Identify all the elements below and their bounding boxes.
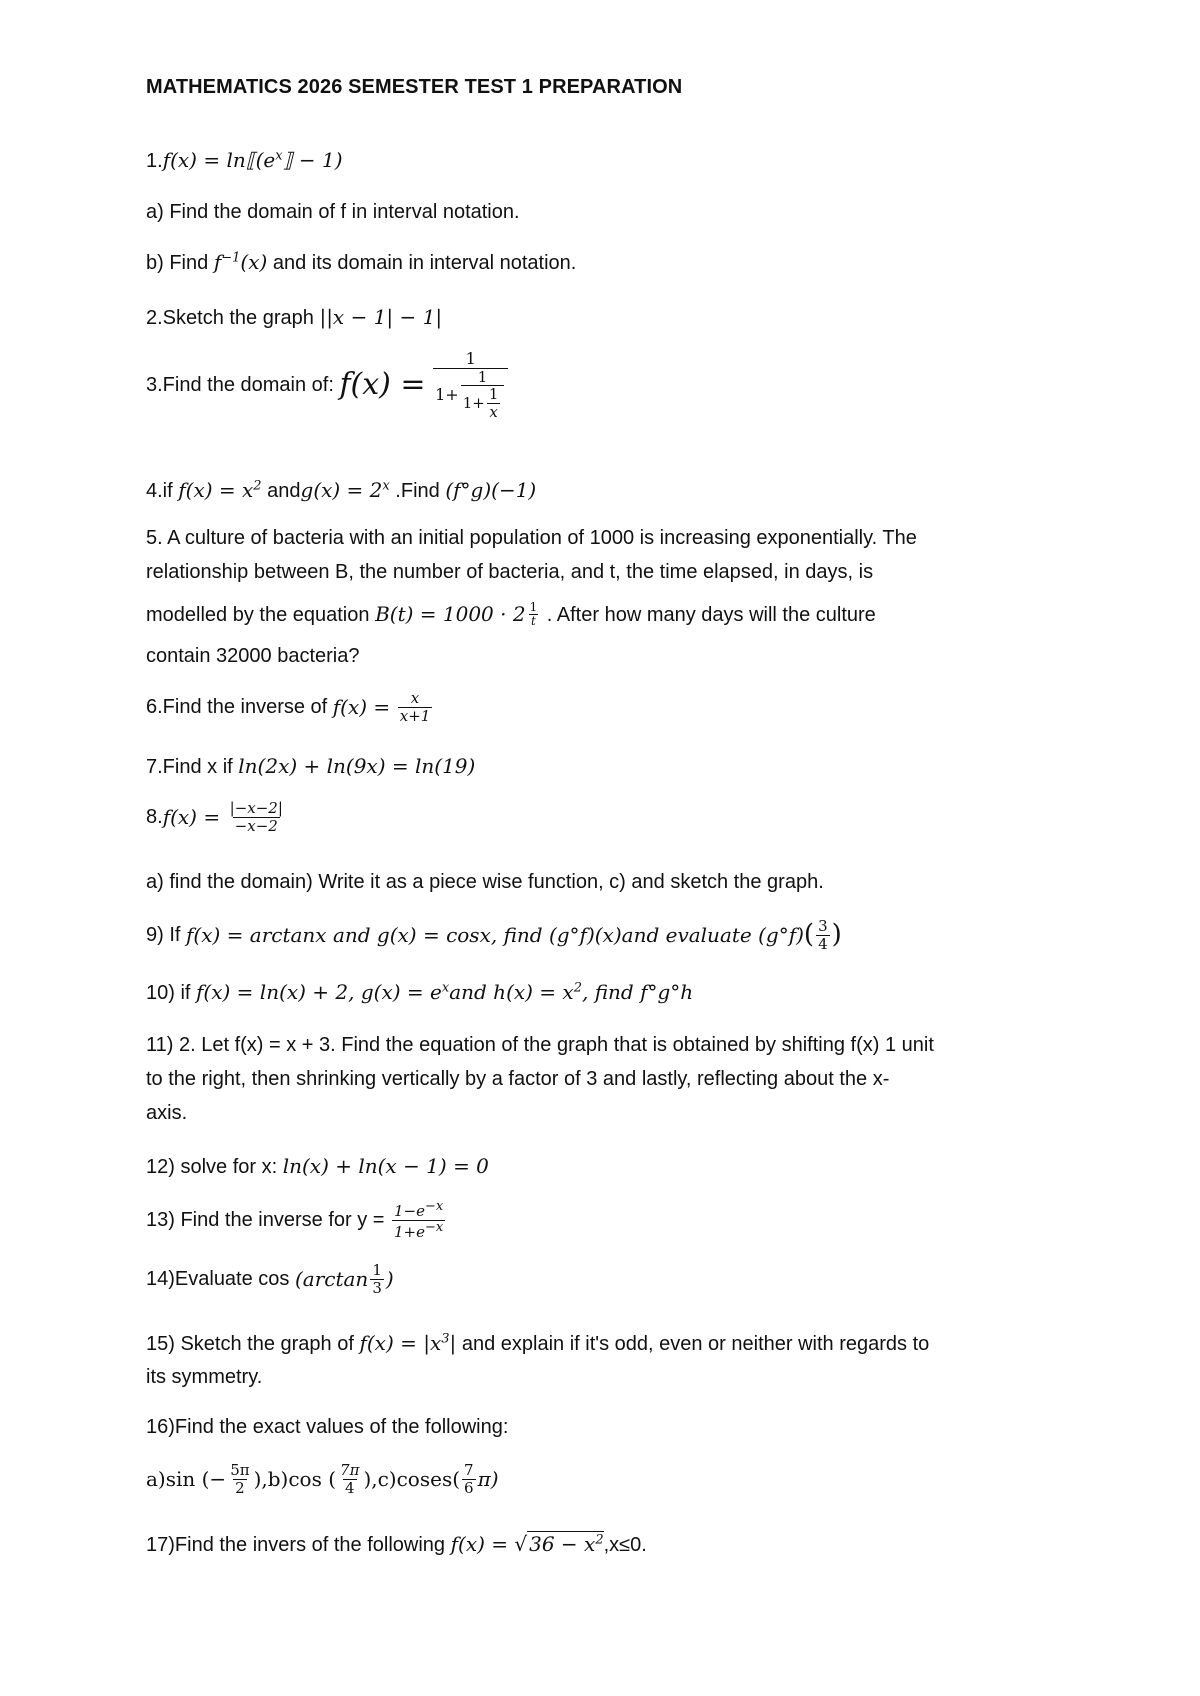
q3-innermost-den: x	[489, 402, 498, 421]
q14-close: )	[385, 1267, 394, 1291]
q1b-post: and its domain in interval notation.	[267, 252, 577, 274]
q14-num: 1	[372, 1261, 382, 1279]
q1-exponent: x	[275, 148, 283, 164]
q1-tail: ⟧ − 1)	[282, 148, 343, 172]
q1b-inverse-sup: −1	[221, 250, 241, 266]
q16b-fraction	[338, 1462, 361, 1496]
question-3	[146, 350, 510, 420]
q7-equation: ln(2x) + ln(9x) = ln(19)	[238, 754, 476, 778]
q9-paren-close: )	[831, 919, 842, 950]
q11-line-1: 11) 2. Let f(x) = x + 3. Find the equation of the graph that is obtained by shifting f(x) 1 unit	[146, 1034, 934, 1056]
q5-exp-num: 1	[529, 600, 538, 614]
q5-line-4: contain 32000 bacteria?	[146, 645, 360, 667]
q4-find: .Find	[389, 480, 446, 502]
question-10	[146, 980, 693, 1005]
q10-sup-2: 2	[573, 980, 582, 996]
q9-paren-open: (	[803, 919, 815, 950]
question-4	[146, 478, 536, 503]
q17-math: f(x) =	[450, 1532, 515, 1556]
q6-lhs: f(x) =	[332, 695, 391, 719]
question-6	[146, 690, 434, 724]
q15-post: and explain if it's odd, even or neither with regards to	[456, 1333, 930, 1355]
q16a-num: 5π	[230, 1461, 250, 1479]
q13-pre: 13) Find the inverse for y =	[146, 1209, 385, 1231]
q8-lhs: f(x) =	[162, 805, 221, 829]
q11-line-3: axis.	[146, 1102, 188, 1124]
q1-number: 1.	[146, 150, 163, 172]
q3-innermost-num: 1	[488, 385, 499, 404]
q14-fraction	[370, 1262, 384, 1296]
q16c-den: 6	[464, 1478, 474, 1497]
question-15	[146, 1331, 929, 1356]
q4-f-sup: 2	[253, 478, 262, 494]
question-1	[146, 148, 343, 173]
q3-inner-den	[461, 385, 505, 420]
q3-inner-num: 1	[477, 367, 488, 386]
q6-den: x+1	[399, 706, 431, 725]
q9-math: f(x) = arctanx and g(x) = cosx, find (g°f)(x)and evaluate (g°f)	[186, 923, 804, 947]
q12-pre: 12) solve for x:	[146, 1156, 283, 1178]
q13-den-sup: −x	[425, 1219, 444, 1235]
q5-exponent-fraction	[528, 601, 540, 628]
q2-math: ||x − 1| − 1|	[319, 305, 443, 329]
q8-num: |−x−2|	[229, 799, 283, 817]
q3-numerator: 1	[465, 349, 476, 368]
question-9	[146, 918, 842, 952]
q4-composition: (f°g)(−1)	[445, 478, 537, 502]
q13-num-sup: −x	[425, 1199, 444, 1214]
question-17	[146, 1532, 647, 1557]
q14-math: (arctan	[294, 1267, 369, 1291]
q4-g: g(x) = 2	[300, 478, 383, 502]
q15-pre: 15) Sketch the graph of	[146, 1333, 360, 1355]
q4-and: and	[261, 480, 301, 502]
q1b-f: f	[213, 250, 222, 274]
q10-sup: x	[441, 980, 450, 996]
q14-pre: 14)Evaluate cos	[146, 1268, 295, 1290]
q10-math-2: and h(x) = x	[449, 980, 574, 1004]
q1-part-b	[146, 250, 576, 275]
q15-sup: 3	[441, 1331, 450, 1347]
q3-text: 3.Find the domain of:	[146, 374, 340, 397]
q1b-arg: (x)	[240, 250, 268, 274]
question-13	[146, 1200, 447, 1240]
q5-equation: B(t) = 1000 · 2	[375, 602, 526, 626]
q3-one-plus: 1+	[435, 384, 459, 404]
q8-part-a: a) find the domain) Write it as a piece wise function, c) and sketch the graph.	[146, 871, 824, 893]
question-8	[146, 800, 287, 834]
q6-fraction	[398, 690, 433, 724]
q16a-fraction	[228, 1462, 251, 1496]
q13-num	[392, 1200, 445, 1220]
q16-parts	[146, 1462, 499, 1496]
q5-line-2: relationship between B, the number of bacteria, and t, the time elapsed, in days, is	[146, 561, 874, 583]
q8-pre: 8.	[146, 806, 163, 828]
question-14	[146, 1262, 394, 1296]
q3-innermost-fraction	[487, 386, 501, 420]
q13-num-text: 1−e	[394, 1202, 426, 1220]
q16b-pre: ),b)cos (	[253, 1467, 337, 1491]
q1-function: f(x) = ln⟦(e	[162, 148, 276, 172]
q16a-pre: a)sin (−	[146, 1467, 227, 1491]
q17-rad-text: 36 − x	[529, 1532, 596, 1556]
q15-math: f(x) = |x	[359, 1331, 442, 1355]
q16c-fraction	[462, 1462, 476, 1496]
q1b-text: b) Find	[146, 252, 214, 274]
q2-text: 2.Sketch the graph	[146, 307, 320, 329]
q11-line-2: to the right, then shrinking vertically by a factor of 3 and lastly, reflecting about the x-	[146, 1068, 890, 1090]
q15-close: |	[449, 1331, 457, 1355]
q5-pre: modelled by the equation	[146, 604, 376, 626]
q16c-post: π)	[477, 1467, 499, 1491]
q9-pre: 9) If	[146, 924, 187, 946]
q17-post: ,x≤0.	[603, 1534, 647, 1556]
question-2	[146, 305, 442, 330]
q9-fraction	[816, 918, 830, 952]
q16c-pre: ),c)coses(	[363, 1467, 461, 1491]
q3-continued-fraction	[433, 350, 508, 420]
question-7	[146, 754, 475, 779]
q17-pre: 17)Find the invers of the following	[146, 1534, 451, 1556]
q4-pre: 4.if	[146, 480, 179, 502]
q4-f: f(x) = x	[178, 478, 254, 502]
q15-line-2: its symmetry.	[146, 1366, 263, 1388]
q17-radicand	[527, 1531, 603, 1556]
q10-math-3: , find f°g°h	[581, 980, 694, 1004]
q6-num: x	[410, 689, 420, 707]
q9-num: 3	[818, 917, 828, 935]
q3-denominator	[433, 368, 508, 421]
q16c-num: 7	[464, 1461, 474, 1479]
q13-fraction	[392, 1200, 445, 1240]
q13-den-text: 1+e	[394, 1222, 426, 1241]
q8-fraction	[228, 800, 285, 834]
q10-pre: 10) if	[146, 982, 197, 1004]
q12-equation: ln(x) + ln(x − 1) = 0	[282, 1154, 489, 1178]
q5-line-1: 5. A culture of bacteria with an initial population of 1000 is increasing exponentially. The	[146, 527, 917, 549]
q16b-num: 7π	[340, 1461, 360, 1479]
q1-part-a: a) Find the domain of f in interval notation.	[146, 201, 520, 223]
q16b-den: 4	[344, 1478, 355, 1497]
q5-exp-den: t	[530, 614, 536, 629]
q10-math-1: f(x) = ln(x) + 2, g(x) = e	[196, 980, 442, 1004]
q7-pre: 7.Find x if	[146, 756, 239, 778]
q8-den: −x−2	[234, 816, 278, 835]
q3-lhs: f(x) =	[339, 367, 426, 403]
q5-post: . After how many days will the culture	[541, 604, 876, 626]
q9-den: 4	[818, 934, 828, 953]
q16a-den: 2	[235, 1478, 245, 1497]
page-title: MATHEMATICS 2026 SEMESTER TEST 1 PREPARATION	[146, 76, 683, 98]
q6-pre: 6.Find the inverse of	[146, 696, 333, 718]
question-12	[146, 1154, 489, 1179]
q17-sup: 2	[595, 1532, 604, 1548]
q4-g-sup: x	[382, 478, 390, 494]
q5-line-3	[146, 601, 876, 628]
q16-heading: 16)Find the exact values of the following:	[146, 1416, 509, 1438]
q14-den: 3	[372, 1278, 382, 1297]
q3-inner-fraction	[461, 369, 505, 421]
q17-root-sign: √	[514, 1532, 528, 1556]
q3-inner-one-plus: 1+	[462, 393, 485, 412]
q13-den	[392, 1220, 445, 1241]
